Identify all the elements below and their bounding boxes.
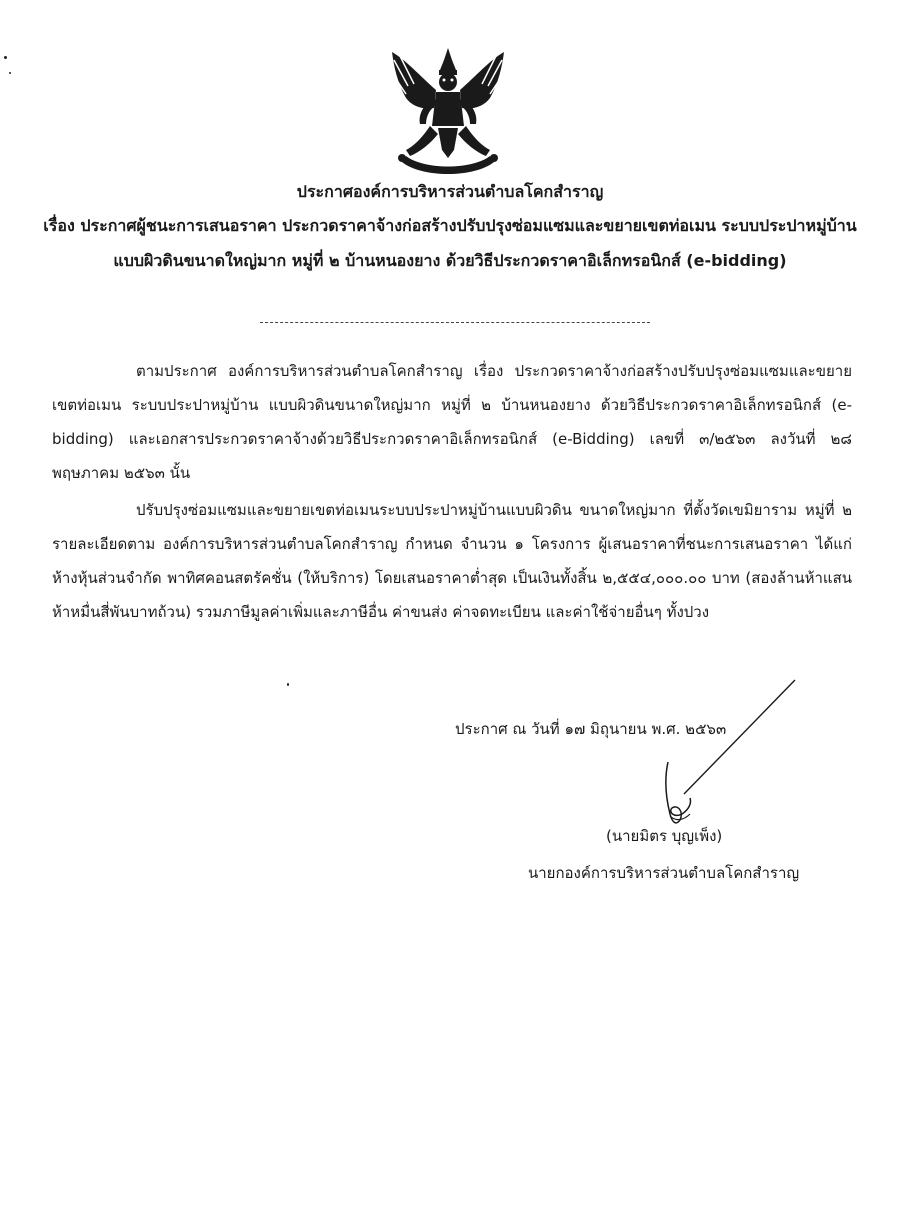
body-paragraph-text: ตามประกาศ องค์การบริหารส่วนตำบลโคกสำราญ เรื่อง ประกวดราคาจ้างก่อสร้างปรับปรุงซ่อมแซมและขยายเขตท่อเมน ระบบประปาหมู่บ้าน แบบผิวดินขนาดใหญ่มาก หมู่ที่ ๒ บ้านหนองยาง ด้วยวิธีประกวดราคาอิเล็กทรอนิกส์ (e-bidding) และเอกสารประกวดราคาจ้างด้วยวิธีประกวดราคาอิเล็กทรอนิกส์ (e-Bidding) เลขที่ ๓/๒๕๖๓ ลงวันที่ ๒๘ พฤษภาคม ๒๕๖๓ นั้น — [52, 362, 852, 482]
garuda-emblem-icon — [384, 46, 512, 176]
scan-speck — [9, 72, 11, 74]
body-paragraph — [52, 493, 852, 629]
signatory-name: (นายมิตร บุญเพ็ง) — [606, 827, 723, 845]
signatory-position: นายกองค์การบริหารส่วนตำบลโคกสำราญ — [528, 864, 800, 882]
body-paragraph — [52, 354, 852, 490]
scan-speck — [4, 56, 7, 59]
document-subject: เรื่อง ประกาศผู้ชนะการเสนอราคา ประกวดราคาจ้างก่อสร้างปรับปรุงซ่อมแซมและขยายเขตท่อเมน ระบบประปาหมู่บ้าน แบบผิวดินขนาดใหญ่มาก หมู่ที่ ๒ บ้านหนองยาง ด้วยวิธีประกวดราคาอิเล็กทรอนิกส์ (e-bidding) — [43, 216, 857, 270]
scan-speck — [287, 683, 289, 686]
body-paragraph-text: ปรับปรุงซ่อมแซมและขยายเขตท่อเมนระบบประปาหมู่บ้านแบบผิวดิน ขนาดใหญ่มาก ที่ตั้งวัดเขมิยาราม หมู่ที่ ๒ รายละเอียดตาม องค์การบริหารส่วนตำบลโคกสำราญ กำหนด จำนวน ๑ โครงการ ผู้เสนอราคาที่ชนะการเสนอราคา ได้แก่ ห้างหุ้นส่วนจำกัด พาทิศคอนสตรัคชั่น (ให้บริการ) โดยเสนอราคาต่ำสุด เป็นเงินทั้งสิ้น ๒,๕๕๔,๐๐๐.๐๐ บาท (สองล้านห้าแสนห้าหมื่นสี่พันบาทถ้วน) รวมภาษีมูลค่าเพิ่มและภาษีอื่น ค่าขนส่ง ค่าจดทะเบียน และค่าใช้จ่ายอื่นๆ ทั้งปวง — [52, 501, 852, 621]
handwritten-signature — [640, 676, 810, 836]
announcement-date: ประกาศ ณ วันที่ ๑๗ มิถุนายน พ.ศ. ๒๕๖๓ — [455, 720, 727, 738]
divider-line — [260, 322, 650, 323]
document-heading: ประกาศองค์การบริหารส่วนตำบลโคกสำราญ — [296, 182, 604, 201]
